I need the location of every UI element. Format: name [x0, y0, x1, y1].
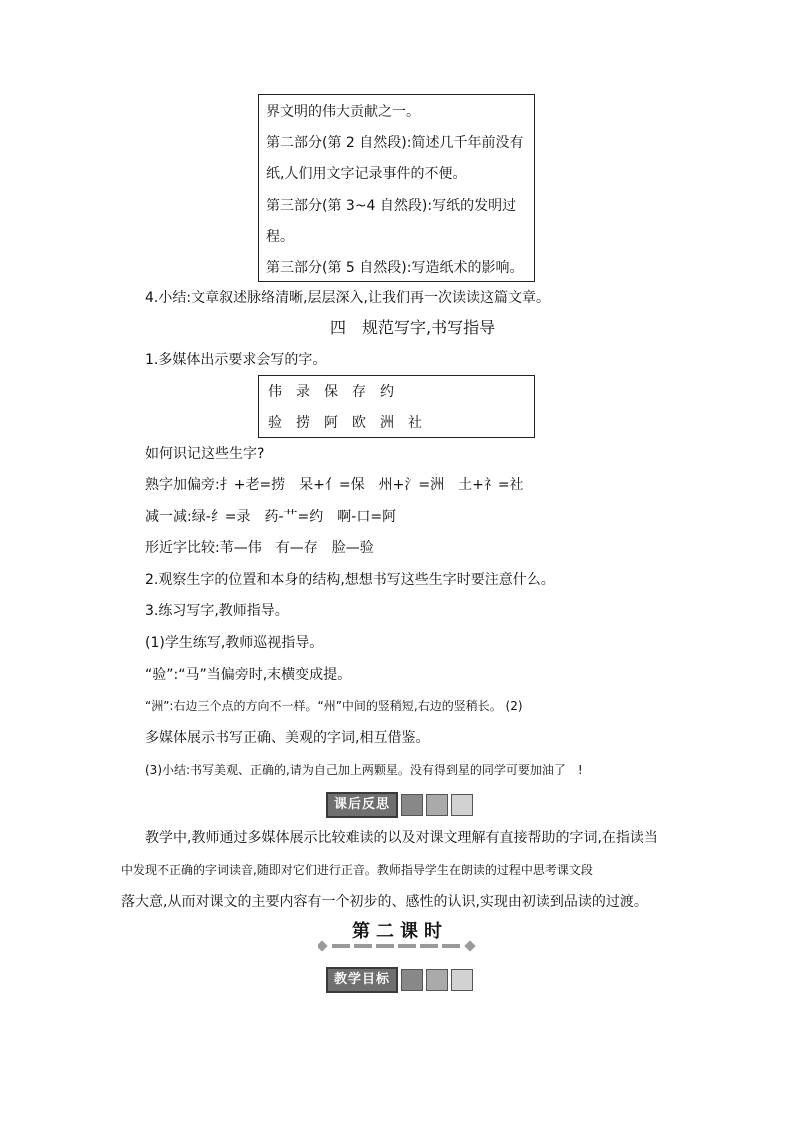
summary-text: 4.小结:文章叙述脉络清晰,层层深入,让我们再一次读读这篇文章。	[145, 290, 550, 306]
sub-item: (3)小结:书写美观、正确的,请为自己加上两颗星。没有得到星的同学可要加油了 !	[145, 763, 583, 777]
list-item: 3.练习写字,教师指导。	[145, 603, 289, 619]
list-item: 1.多媒体出示要求会写的字。	[145, 352, 327, 368]
structure-line: 第三部分(第 5 自然段):写造纸术的影响。	[266, 260, 524, 276]
sub-item: (1)学生练写,教师巡视指导。	[145, 635, 324, 651]
section-heading: 四 规范写字,书写指导	[330, 318, 496, 337]
note: “验”:“马”当偏旁时,末横变成提。	[145, 667, 352, 683]
structure-line: 第二部分(第 2 自然段):简述几千年前没有	[266, 135, 524, 151]
note: “洲”:右边三个点的方向不一样。“州”中间的竖稍短,右边的竖稍长。 (2)	[145, 699, 523, 713]
reflection-line: 教学中,教师通过多媒体展示比较难读的以及对课文理解有直接帮助的字词,在指读当	[145, 830, 658, 846]
structure-line: 第三部分(第 3~4 自然段):写纸的发明过	[266, 198, 517, 214]
list-item: 2.观察生字的位置和本身的结构,想想书写这些生字时要注意什么。	[145, 572, 555, 588]
banner-label: 课后反思	[326, 792, 398, 818]
paragraph: 减一减:绿-纟=录 药-艹=约 啊-口=阿	[145, 509, 397, 525]
paragraph: 形近字比较:苇—伟 有—存 脸—验	[145, 540, 374, 556]
character-row: 伟 录 保 存 约	[268, 384, 394, 400]
decor-square	[401, 969, 423, 991]
reflection-line: 中发现不正确的字词读音,随即对它们进行正音。教师指导学生在朗读的过程中思考课文段	[121, 863, 593, 877]
paragraph: 如何识记这些生字?	[145, 446, 265, 462]
reflection-banner	[326, 792, 473, 818]
reflection-line: 落大意,从而对课文的主要内容有一个初步的、感性的认识,实现由初读到品读的过渡。	[121, 894, 648, 910]
paragraph: 多媒体展示书写正确、美观的字词,相互借鉴。	[145, 730, 430, 746]
lesson-title: 第二课时	[352, 921, 448, 942]
structure-line: 程。	[266, 229, 294, 245]
structure-line: 界文明的伟大贡献之一。	[266, 104, 420, 120]
decor-square	[426, 794, 448, 816]
decor-square	[451, 794, 473, 816]
goals-banner	[326, 967, 473, 993]
decor-square	[426, 969, 448, 991]
paragraph: 熟字加偏旁:扌+老=捞 呆+亻=保 州+氵=洲 土+礻=社	[145, 477, 524, 493]
structure-box	[258, 94, 535, 282]
structure-line: 纸,人们用文字记录事件的不便。	[266, 166, 467, 182]
decor-square	[401, 794, 423, 816]
character-row: 验 捞 阿 欧 洲 社	[268, 415, 422, 431]
banner-label: 教学目标	[326, 967, 398, 993]
decor-square	[451, 969, 473, 991]
